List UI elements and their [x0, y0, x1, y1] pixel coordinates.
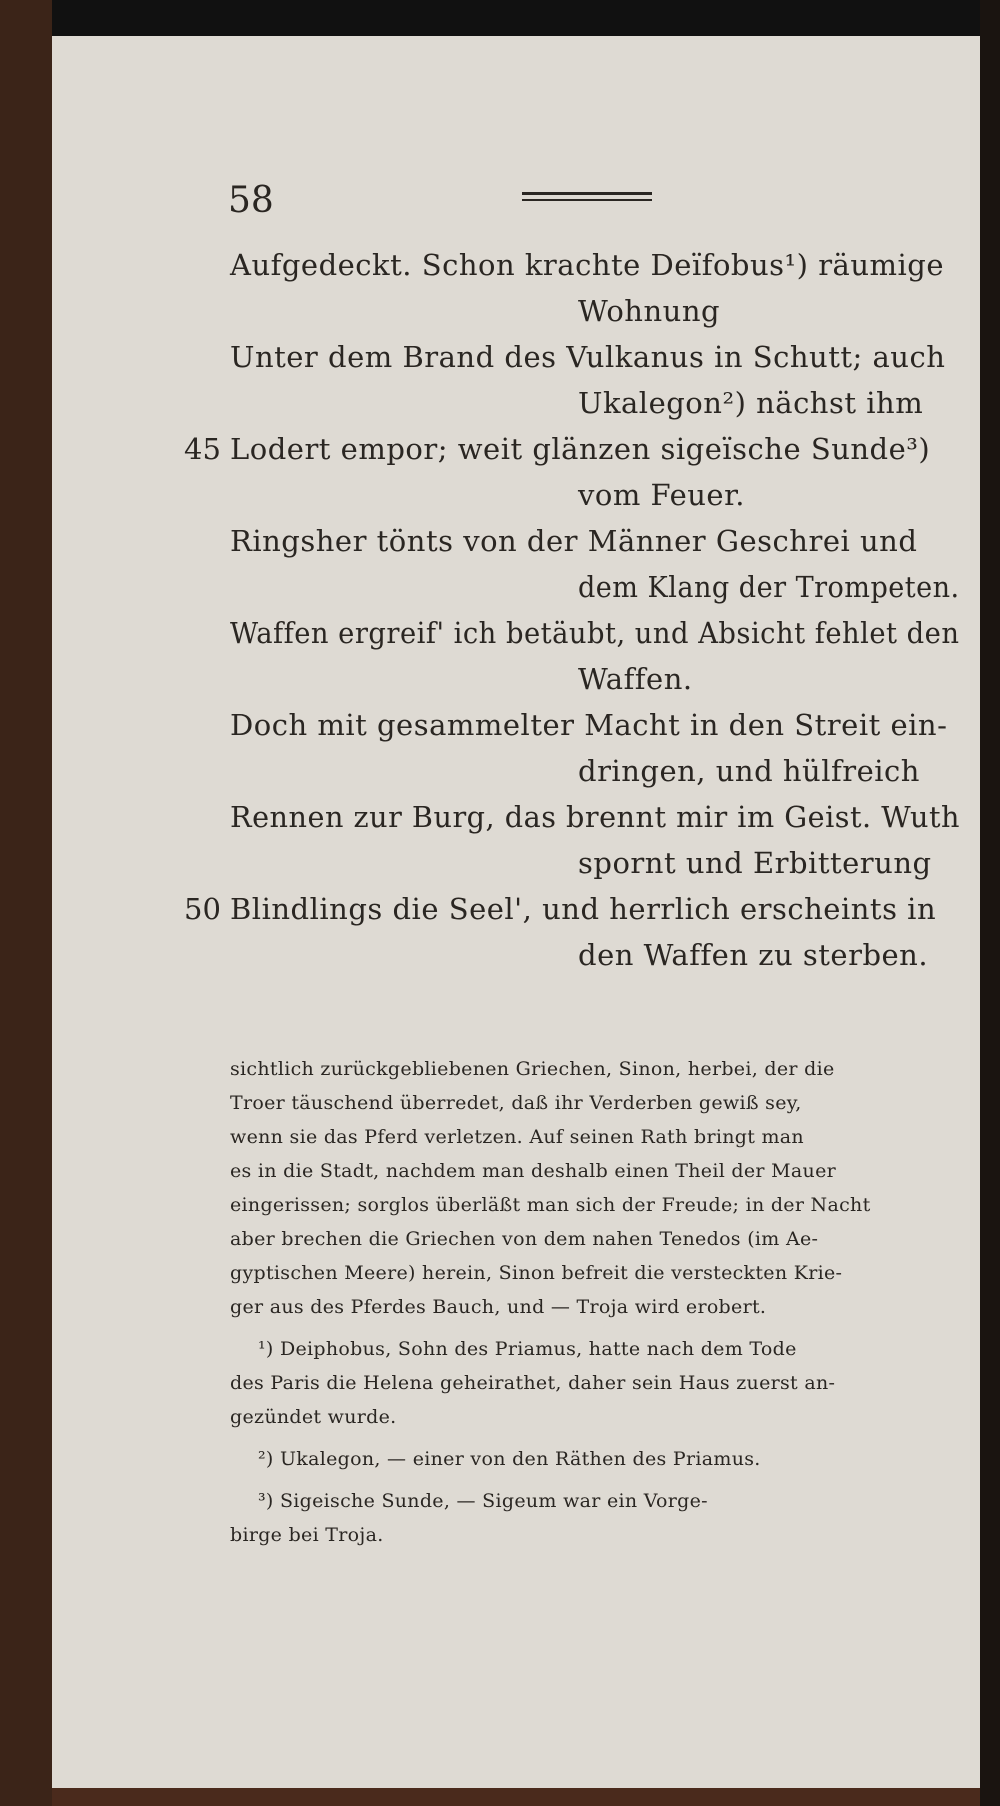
verse-line: Ringsher tönts von der Männer Geschrei und	[230, 524, 918, 558]
verse-line: Lodert empor; weit glänzen sigeïsche Sunde³)	[230, 432, 931, 466]
line-number: 50	[184, 892, 221, 926]
verse-line: dringen, und hülfreich	[578, 754, 920, 788]
verse-line: dem Klang der Trompeten.	[578, 570, 960, 604]
scan-right-edge	[980, 0, 1000, 1806]
book-binding-edge	[0, 0, 52, 1806]
verse-line: Doch mit gesammelter Macht in den Streit ein-	[230, 708, 948, 742]
verse-line: spornt und Erbitterung	[578, 846, 932, 880]
header-rule-thin	[522, 199, 652, 201]
footnote-line: birge bei Troja.	[230, 1524, 384, 1546]
verse-line: Waffen ergreif' ich betäubt, und Absicht fehlet den	[230, 616, 960, 650]
footnote-line: ²) Ukalegon, — einer von den Räthen des Priamus.	[258, 1448, 761, 1470]
verse-line: Ukalegon²) nächst ihm	[578, 386, 924, 420]
verse-line: Unter dem Brand des Vulkanus in Schutt; auch	[230, 340, 946, 374]
verse-line: den Waffen zu sterben.	[578, 938, 929, 972]
footnote-line: Troer täuschend überredet, daß ihr Verderben gewiß sey,	[230, 1092, 802, 1114]
scan-top-edge	[0, 0, 1000, 36]
footnote-line: sichtlich zurückgebliebenen Griechen, Sinon, herbei, der die	[230, 1058, 835, 1080]
header-rule	[522, 192, 652, 195]
verse-line: Blindlings die Seel', und herrlich erscheints in	[230, 892, 937, 926]
verse-line: Waffen.	[578, 662, 693, 696]
verse-line: Wohnung	[578, 294, 721, 328]
footnote-line: ger aus des Pferdes Bauch, und — Troja wird erobert.	[230, 1296, 767, 1318]
verse-line: Aufgedeckt. Schon krachte Deïfobus¹) räumige	[230, 248, 945, 282]
footnote-line: ³) Sigeische Sunde, — Sigeum war ein Vorge-	[258, 1490, 708, 1512]
footnote-line: gyptischen Meere) herein, Sinon befreit die versteckten Krie-	[230, 1262, 843, 1284]
footnote-line: wenn sie das Pferd verletzen. Auf seinen Rath bringt man	[230, 1126, 804, 1148]
page-number: 58	[228, 180, 274, 221]
verse-line: Rennen zur Burg, das brennt mir im Geist. Wuth	[230, 800, 961, 834]
footnote-line: aber brechen die Griechen von dem nahen Tenedos (im Ae-	[230, 1228, 819, 1250]
footnote-line: ¹) Deiphobus, Sohn des Priamus, hatte nach dem Tode	[258, 1338, 797, 1360]
verse-line: vom Feuer.	[578, 478, 745, 512]
footnote-line: des Paris die Helena geheirathet, daher sein Haus zuerst an-	[230, 1372, 836, 1394]
line-number: 45	[184, 432, 221, 466]
footnote-line: gezündet wurde.	[230, 1406, 397, 1428]
footnote-line: es in die Stadt, nachdem man deshalb einen Theil der Mauer	[230, 1160, 836, 1182]
footnote-line: eingerissen; sorglos überläßt man sich der Freude; in der Nacht	[230, 1194, 871, 1216]
